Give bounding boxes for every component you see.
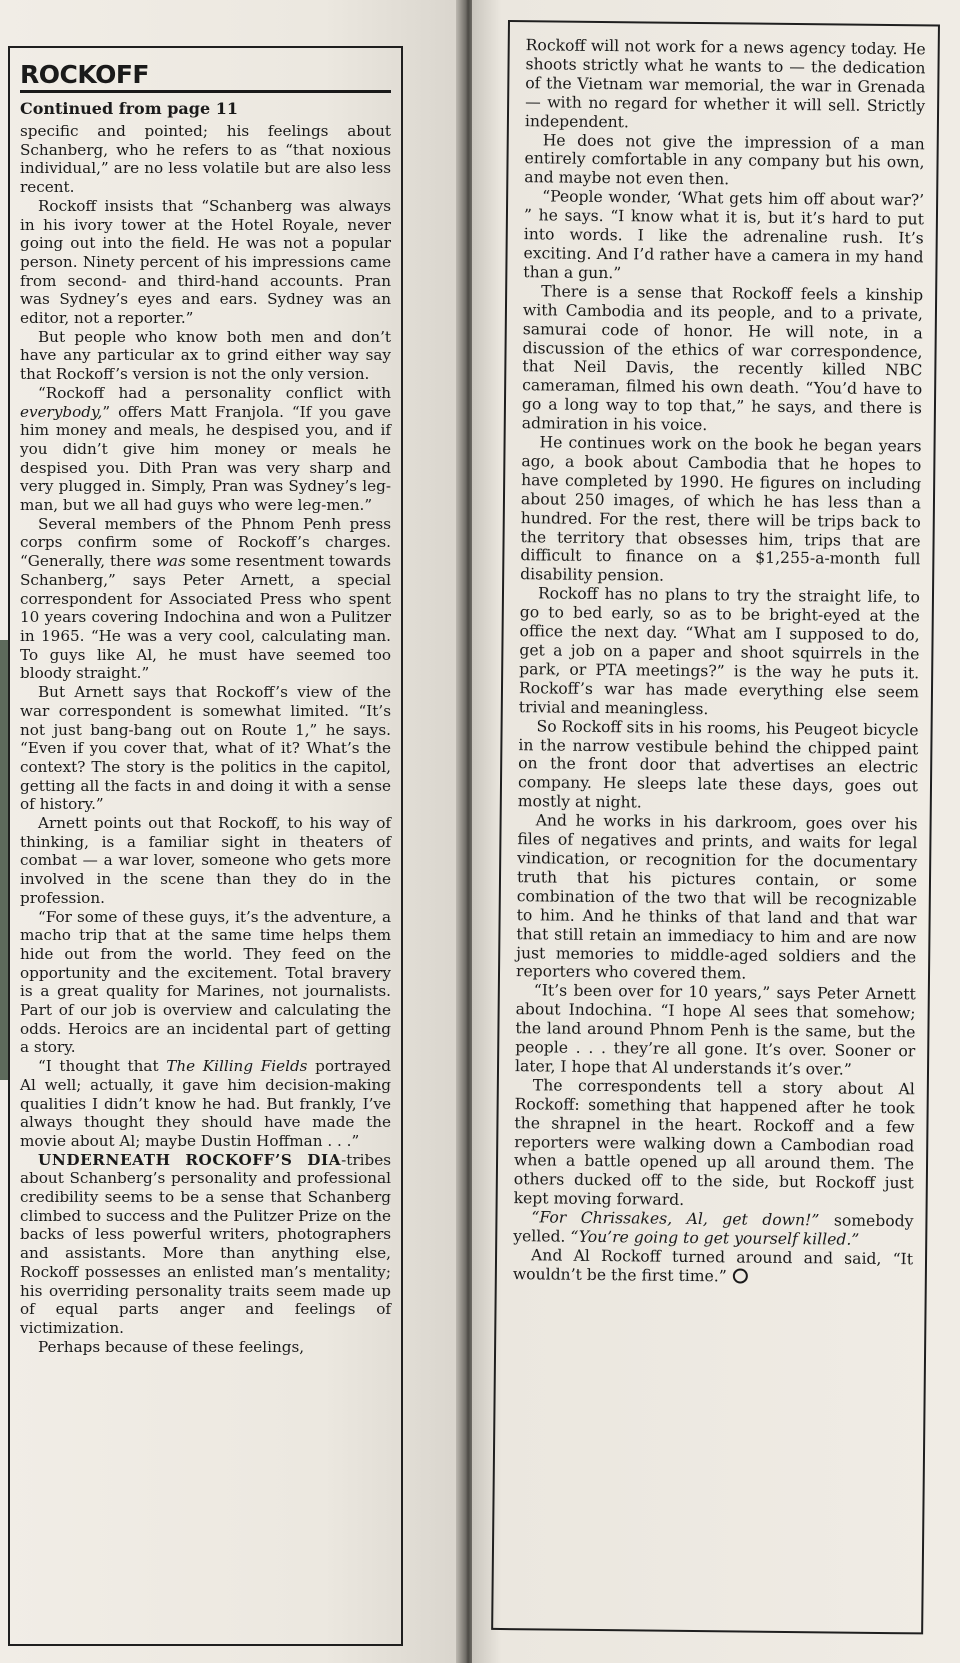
paragraph: But Arnett says that Rockoff’s view of the war correspondent is somewhat limited. “It’s not just bang-bang out on Route 1,” he says. “Even if you cover that, what of it? What’s the context? The story is the politics in the capitol, getting all the facts in and doing it with a sense of history.”	[20, 683, 391, 814]
section-lead-caps: UNDERNEATH ROCKOFF’S DIA	[38, 1150, 342, 1169]
text-run: “I thought that	[38, 1057, 167, 1076]
left-page	[0, 0, 462, 1663]
paragraph: There is a sense that Rockoff feels a kinship with Cambodia and its people, and to a private, samurai code of honor. He will note, in a discussion of the ethics of war correspondence, that Neil Davis, the recently killed NBC cameraman, filmed his own death. “You’d have to go a long way to top that,” he says, and there is admiration in his voice.	[521, 282, 924, 435]
paragraph: “People wonder, ‘What gets him off about war?’ ” he says. “I know what it is, but it’s hard to put into words. I like the adrenaline rush. It’s exciting. And I’d rather have a camera in my hand than a gun.”	[523, 187, 925, 283]
paragraph: Arnett points out that Rockoff, to his way of thinking, is a familiar sight in theaters of combat — a war lover, someone who gets more involved in the scene than they do in the profession.	[20, 814, 391, 907]
paragraph	[513, 1246, 913, 1288]
paragraph: Rockoff has no plans to try the straight life, to go to bed early, so as to be bright-eyed at the office the next day. “What am I supposed to do, get a job on a paper and shoot squirrels in the park, or PTA meetings?” is the way he puts it. Rockoff’s war has made everything else seem trivial and meaningless.	[518, 584, 921, 718]
text-run: tribes about Schanberg’s personality and professional credibility seems to be a sense that Schanberg climbed to success and the Pulitzer Prize on the backs of less powerful writers, photographers and assistants. More than anything else, Rockoff possesses an enlisted man’s mentality; his overriding personality traits seem made up of equal parts anger and feelings of victimization.	[20, 1150, 391, 1337]
text-run: “Rockoff had a personality conflict with	[38, 383, 391, 402]
paragraph: And he works in his darkroom, goes over his files of negatives and prints, and waits for legal vindication, or recognition for the documentary truth that his pictures contain, or some combination of the two that will be recognizable to him. And he thinks of that land and that war that still retain an immediacy to him and are now just memories to middle-aged soldiers and the reporters who covered them.	[515, 811, 918, 983]
paragraph: specific and pointed; his feelings about Schanberg, who he refers to as “that noxious individual,” are no less volatile but are also less recent.	[20, 122, 391, 197]
text-run: And Al Rockoff turned around and said, “It wouldn’t be the first time.”	[512, 1246, 914, 1286]
text-run: portrayed Al well; actually, it gave him decision-making qualities I didn’t know he had. But frankly, I’ve always thought they should have made the movie about Al; maybe Dustin Hoffman . . .”	[20, 1057, 391, 1150]
continued-line: Continued from page 11	[20, 99, 238, 118]
paragraph: He does not give the impression of a man entirely comfortable in any company but his own, and maybe not even then.	[524, 130, 925, 189]
paragraph: Rockoff will not work for a news agency today. He shoots strictly what he wants to — the dedication of the Vietnam war memorial, the war in Grenada — with no regard for whether it will sell. Strictly independent.	[524, 36, 926, 131]
paragraph: “It’s been over for 10 years,” says Peter Arnett about Indochina. “I hope Al sees that somehow; the land around Phnom Penh is the same, but the people . . . they’re all gone. It’s over. Sooner or later, I hope that Al understands it’s over.”	[514, 981, 916, 1079]
headline: ROCKOFF	[20, 60, 391, 93]
paragraph: But people who know both men and don’t have any particular ax to grind either way say that Rockoff’s version is not the only version.	[20, 327, 391, 384]
emphasis: “For Chrissakes, Al, get down!”	[531, 1208, 820, 1230]
right-page	[472, 0, 960, 1663]
text-run: somebody yelled.	[513, 1211, 914, 1246]
right-column-text	[513, 36, 926, 1288]
paragraph: So Rockoff sits in his rooms, his Peugeot bicycle in the narrow vestibule behind the chipped paint on the front door that advertises an electric company. He sleeps late these days, goes out mostly at night.	[517, 716, 919, 812]
paragraph: The correspondents tell a story about Al Rockoff: something that happened after he took the shrapnel in the heart. Rockoff and a few reporters were walking down a Cambodian road when a battle opened up all around them. The others ducked off to the side, but Rockoff just kept moving forward.	[513, 1076, 915, 1210]
end-of-story-icon	[733, 1268, 748, 1283]
text-run: ” offers Matt Franjola. “If you gave him money and meals, he despised you, and if you didn’t give him money or meals he despised you. Dith Pran was very sharp and very plugged in. Simply, Pran was Sydney’s leg-man, but we all had guys who were leg-men.”	[20, 402, 391, 515]
paragraph: “For some of these guys, it’s the adventure, a macho trip that at the same time helps them hide out from the world. They feed on the opportunity and the excitement. Total bravery is a great quality for Marines, not journalists. Part of our job is overview and calculating the odds. Heroics are an incidental part of getting a story.	[20, 907, 391, 1057]
emphasis: everybody,	[20, 402, 103, 421]
paragraph	[20, 1057, 391, 1151]
paragraph: He continues work on the book he began years ago, a book about Cambodia that he hopes to have completed by 1990. He figures on including about 250 images, of which he has less than a hundred. For the rest, there will be trips back to the territory that obsesses him, trips that are difficult to finance on a $1,255-a-month full disability pension.	[520, 433, 922, 586]
text-run: Several members of the Phnom Penh press corps confirm some of Rockoff’s charges. “Generally, there	[20, 514, 391, 571]
paragraph	[513, 1208, 913, 1250]
paragraph	[20, 384, 391, 515]
right-article-frame	[491, 20, 940, 1634]
emphasis: The Killing Fields	[166, 1057, 308, 1076]
text-run: some resentment towards Schanberg,” says Peter Arnett, a special correspondent for Associated Press who spent 10 years covering Indochina and won a Pulitzer in 1965. “He was a very cool, calculating man. To guys like Al, he must have seemed too bloody straight.”	[20, 552, 391, 683]
emphasis: “You’re going to get yourself killed.”	[570, 1227, 860, 1249]
left-column-text	[20, 122, 391, 1356]
paragraph: Rockoff insists that “Schanberg was always in his ivory tower at the Hotel Royale, never going out into the field. He was not a popular person. Ninety percent of his impressions came from second- and third-hand accounts. Pran was Sydney’s eyes and ears. Sydney was an editor, not a reporter.”	[20, 196, 391, 328]
paragraph: Perhaps because of these feelings,	[38, 1337, 305, 1356]
emphasis: was	[155, 552, 186, 571]
left-article-frame	[8, 46, 403, 1646]
paragraph	[20, 515, 391, 683]
paragraph: UNDERNEATH ROCKOFF’S DIA-tribes about Schanberg’s personality and professional credibility seems to be a sense that Schanberg climbed to success and the Pulitzer Prize on the backs of less powerful writers, photographers and assistants. More than anything else, Rockoff possesses an enlisted man’s mentality; his overriding personality traits seem made up of equal parts anger and feelings of victimization.	[20, 1150, 391, 1337]
